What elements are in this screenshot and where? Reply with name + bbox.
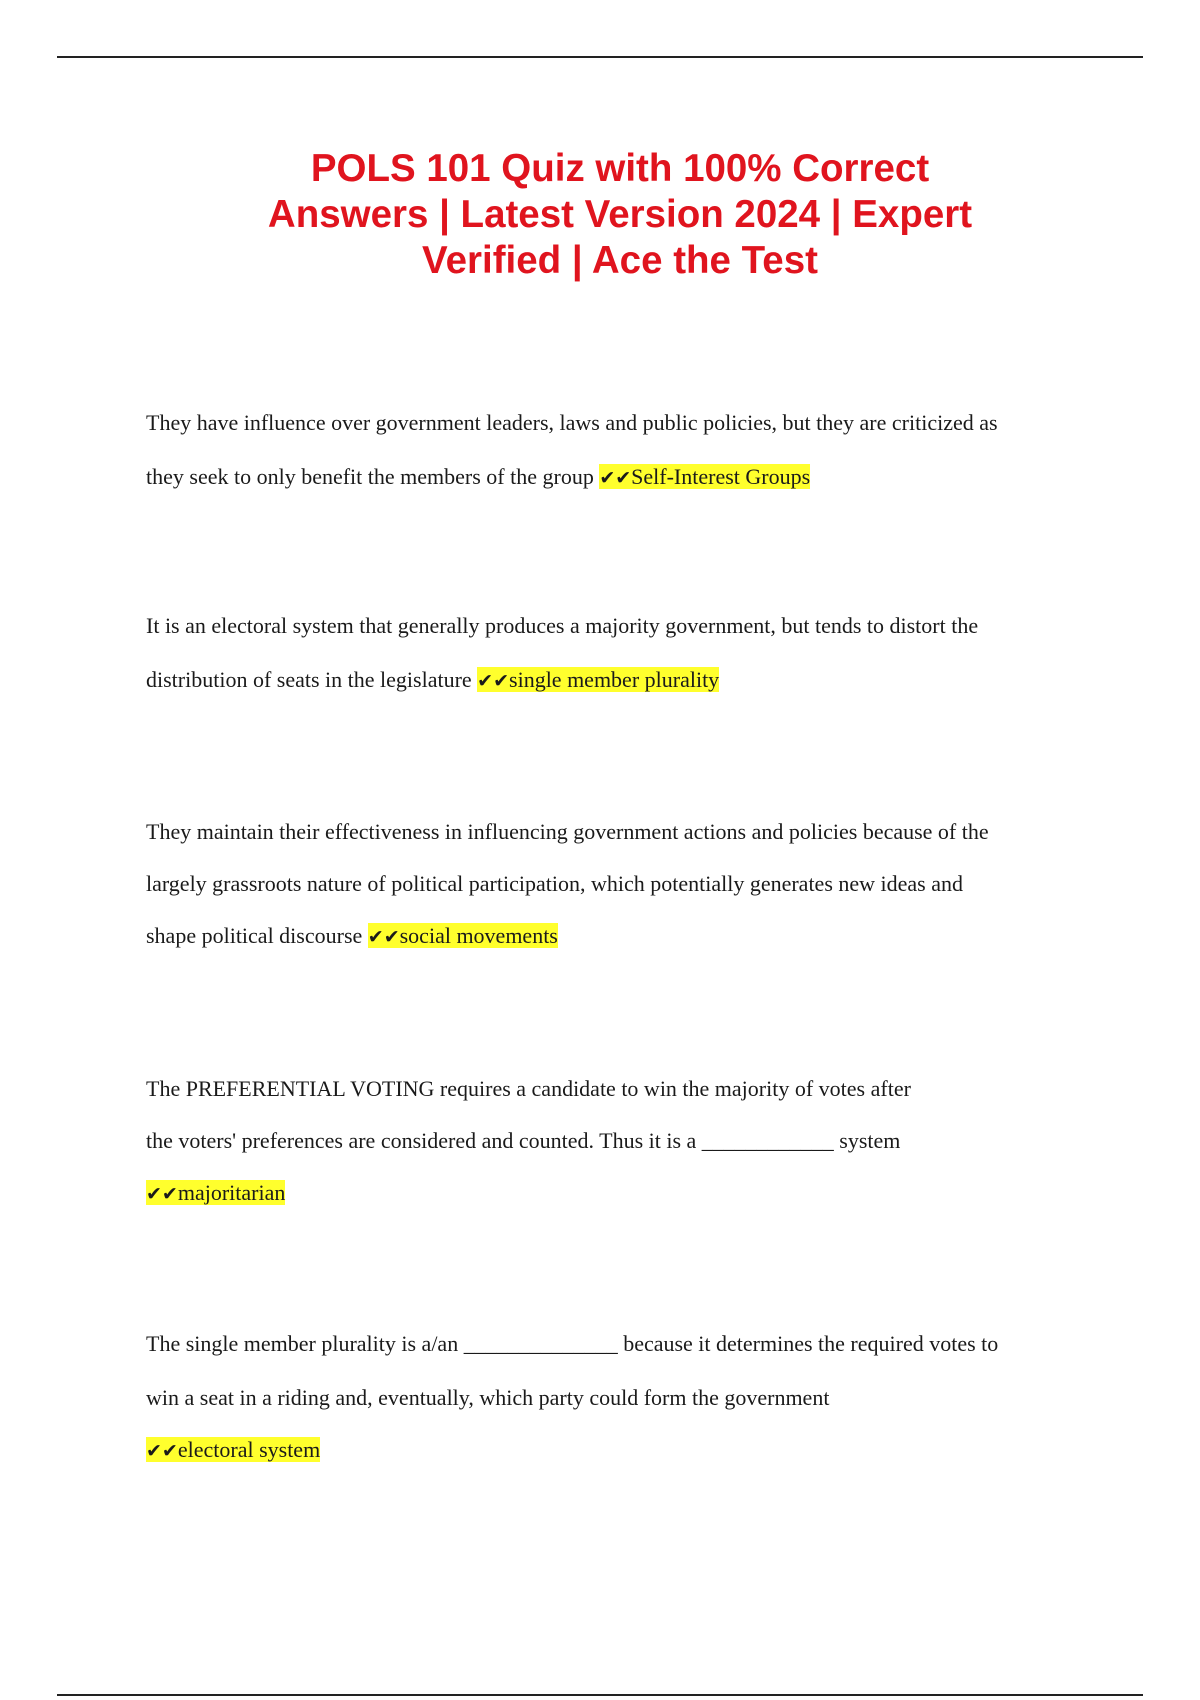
question-line: It is an electoral system that generally produces a majority government, but tends to distort the <box>146 613 979 638</box>
question-line <box>146 653 1106 708</box>
answer-highlight <box>368 923 558 948</box>
answer-text: electoral system <box>177 1437 321 1462</box>
answer-text: majoritarian <box>177 1180 286 1205</box>
qa-item-3 <box>146 806 1106 963</box>
question-line: The PREFERENTIAL VOTING requires a candidate to win the majority of votes after <box>146 1076 911 1101</box>
question-line: win a seat in a riding and, eventually, which party could form the government <box>146 1385 830 1410</box>
title-line: POLS 101 Quiz with 100% Correct <box>310 147 930 190</box>
answer-highlight <box>146 1437 320 1462</box>
bottom-rule <box>57 1694 1143 1696</box>
qa-item-5 <box>146 1317 1106 1476</box>
answer-text: social movements <box>399 923 558 948</box>
question-line: The single member plurality is a/an ______________ because it determines the required votes to <box>146 1331 999 1356</box>
question-line <box>146 450 1106 505</box>
qa-item-2 <box>146 599 1106 708</box>
answer-text: single member plurality <box>509 667 720 692</box>
title-line: Verified | Ace the Test <box>422 239 818 282</box>
answer-highlight <box>146 1180 285 1205</box>
top-rule <box>57 56 1143 58</box>
answer-line <box>146 1425 1106 1476</box>
answer-highlight <box>599 464 810 489</box>
qa-item-4 <box>146 1063 1106 1220</box>
answer-highlight <box>477 667 719 692</box>
checkmark-icon: ✔✔ <box>146 1183 178 1205</box>
checkmark-icon: ✔✔ <box>367 926 400 948</box>
question-line: They have influence over government leaders, laws and public policies, but they are criticized as <box>146 410 998 435</box>
question-line: They maintain their effectiveness in influencing government actions and policies because of the <box>146 819 989 844</box>
question-line: the voters' preferences are considered and counted. Thus it is a ____________ system <box>146 1128 901 1153</box>
question-text: shape political discourse <box>146 923 368 948</box>
answer-line <box>146 1167 1106 1220</box>
title-line: Answers | Latest Version 2024 | Expert <box>267 193 973 236</box>
question-line <box>146 910 1106 963</box>
checkmark-icon: ✔✔ <box>599 467 632 489</box>
qa-item-1 <box>146 396 1106 505</box>
checkmark-icon: ✔✔ <box>477 670 510 692</box>
question-text: they seek to only benefit the members of the group <box>146 464 600 489</box>
document-title <box>200 146 1040 284</box>
question-text: distribution of seats in the legislature <box>146 667 478 692</box>
checkmark-icon: ✔✔ <box>146 1440 178 1462</box>
answer-text: Self-Interest Groups <box>631 464 811 489</box>
question-line: largely grassroots nature of political participation, which potentially generates new ideas and <box>146 871 963 896</box>
